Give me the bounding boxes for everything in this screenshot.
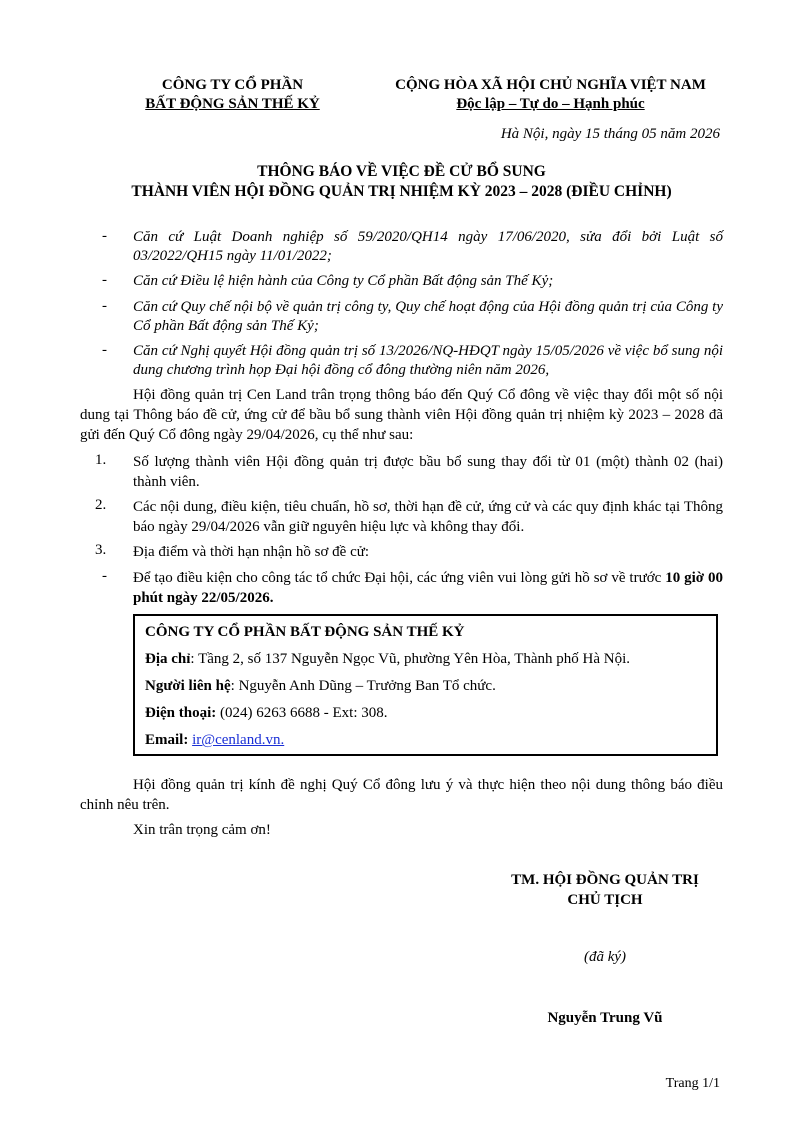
contact-person: Người liên hệ: Nguyễn Anh Dũng – Trưởng Ban Tổ chức. bbox=[145, 678, 496, 694]
signature-title: TM. HỘI ĐỒNG QUẢN TRỊ bbox=[511, 872, 699, 888]
nation-line1: CỘNG HÒA XÃ HỘI CHỦ NGHĨA VIỆT NAM bbox=[395, 77, 706, 93]
thanks-text: Xin trân trọng cảm ơn! bbox=[133, 822, 271, 838]
bullet-dash: - bbox=[102, 272, 107, 288]
item-number: 2. bbox=[95, 497, 107, 513]
bullet-dash: - bbox=[102, 342, 107, 358]
legal-basis-item: Căn cứ Quy chế nội bộ về quản trị công ty, Quy chế hoạt động của Hội đồng quản trị của Công ty Cổ phần Bất động sản Thế Kỷ; bbox=[133, 299, 723, 334]
document-date: Hà Nội, ngày 15 tháng 05 năm 2026 bbox=[500, 126, 720, 142]
company-line2: BẤT ĐỘNG SẢN THẾ KỶ bbox=[145, 96, 320, 112]
contact-phone: Điện thoại: (024) 6263 6688 - Ext: 308. bbox=[145, 705, 388, 721]
document-title bbox=[80, 162, 723, 202]
company-line1: CÔNG TY CỔ PHẦN bbox=[161, 77, 304, 93]
company-header bbox=[120, 76, 345, 114]
item-text: Các nội dung, điều kiện, tiêu chuẩn, hồ sơ, thời hạn đề cử, ứng cử và các quy định khác tại Thông báo ngày 29/04/2026 vẫn giữ nguyên hiệu lực và không thay đổi. bbox=[133, 499, 723, 535]
email-link[interactable]: ir@cenland.vn. bbox=[192, 732, 285, 748]
signature-role: CHỦ TỊCH bbox=[567, 892, 643, 908]
legal-basis-item: Căn cứ Điều lệ hiện hành của Công ty Cổ phần Bất động sản Thế Kỷ; bbox=[133, 273, 554, 289]
item-number: 3. bbox=[95, 542, 107, 558]
contact-address: Địa chỉ: Tầng 2, số 137 Nguyễn Ngọc Vũ, phường Yên Hòa, Thành phố Hà Nội. bbox=[145, 651, 631, 667]
intro-paragraph: Hội đồng quản trị Cen Land trân trọng thông báo đến Quý Cổ đông về việc thay đổi một số nội dung tại Thông báo đề cử, ứng cử để bầu bổ sung thành viên Hội đồng quản trị nhiệm kỳ 2023 – 2028 đã gửi đến Quý Cổ đông ngày 29/04/2026, cụ thể như sau: bbox=[80, 387, 723, 443]
contact-company: CÔNG TY CỔ PHẦN BẤT ĐỘNG SẢN THẾ KỶ bbox=[145, 624, 465, 640]
nation-motto: Độc lập – Tự do – Hạnh phúc bbox=[456, 96, 645, 112]
bullet-dash: - bbox=[102, 568, 107, 584]
nation-header bbox=[378, 76, 723, 114]
title-line1: THÔNG BÁO VỀ VIỆC ĐỀ CỬ BỔ SUNG bbox=[257, 163, 546, 180]
contact-email: Email: ir@cenland.vn. bbox=[145, 732, 285, 748]
signer-name: Nguyễn Trung Vũ bbox=[547, 1010, 663, 1026]
closing-paragraph: Hội đồng quản trị kính đề nghị Quý Cổ đông lưu ý và thực hiện theo nội dung thông báo điều chỉnh nêu trên. bbox=[80, 777, 723, 813]
item-text: Số lượng thành viên Hội đồng quản trị được bầu bổ sung thay đổi từ 01 (một) thành 02 (hai) thành viên. bbox=[133, 454, 723, 490]
signature-block bbox=[460, 870, 750, 910]
title-line2: THÀNH VIÊN HỘI ĐỒNG QUẢN TRỊ NHIỆM KỲ 2023 – 2028 (ĐIỀU CHỈNH) bbox=[131, 183, 672, 200]
legal-basis-item: Căn cứ Luật Doanh nghiệp số 59/2020/QH14 ngày 17/06/2020, sửa đổi bởi Luật số 03/2022/QH15 ngày 11/01/2022; bbox=[133, 229, 723, 264]
bullet-dash: - bbox=[102, 298, 107, 314]
bullet-dash: - bbox=[102, 228, 107, 244]
item-number: 1. bbox=[95, 452, 107, 468]
deadline-text: Để tạo điều kiện cho công tác tổ chức Đại hội, các ứng viên vui lòng gửi hồ sơ về trước 10 giờ 00 phút ngày 22/05/2026. bbox=[133, 570, 723, 606]
legal-basis-item: Căn cứ Nghị quyết Hội đồng quản trị số 13/2026/NQ-HĐQT ngày 15/05/2026 về việc bổ sung nội dung chương trình họp Đại hội đồng cổ đông thường niên năm 2026, bbox=[133, 343, 723, 378]
signed-note: (đã ký) bbox=[583, 949, 627, 965]
item-text: Địa điểm và thời hạn nhận hồ sơ đề cử: bbox=[133, 544, 370, 560]
page-number: Trang 1/1 bbox=[665, 1076, 720, 1091]
deadline-time: 10 giờ 00 phút ngày 22/05/2026. bbox=[133, 570, 723, 606]
